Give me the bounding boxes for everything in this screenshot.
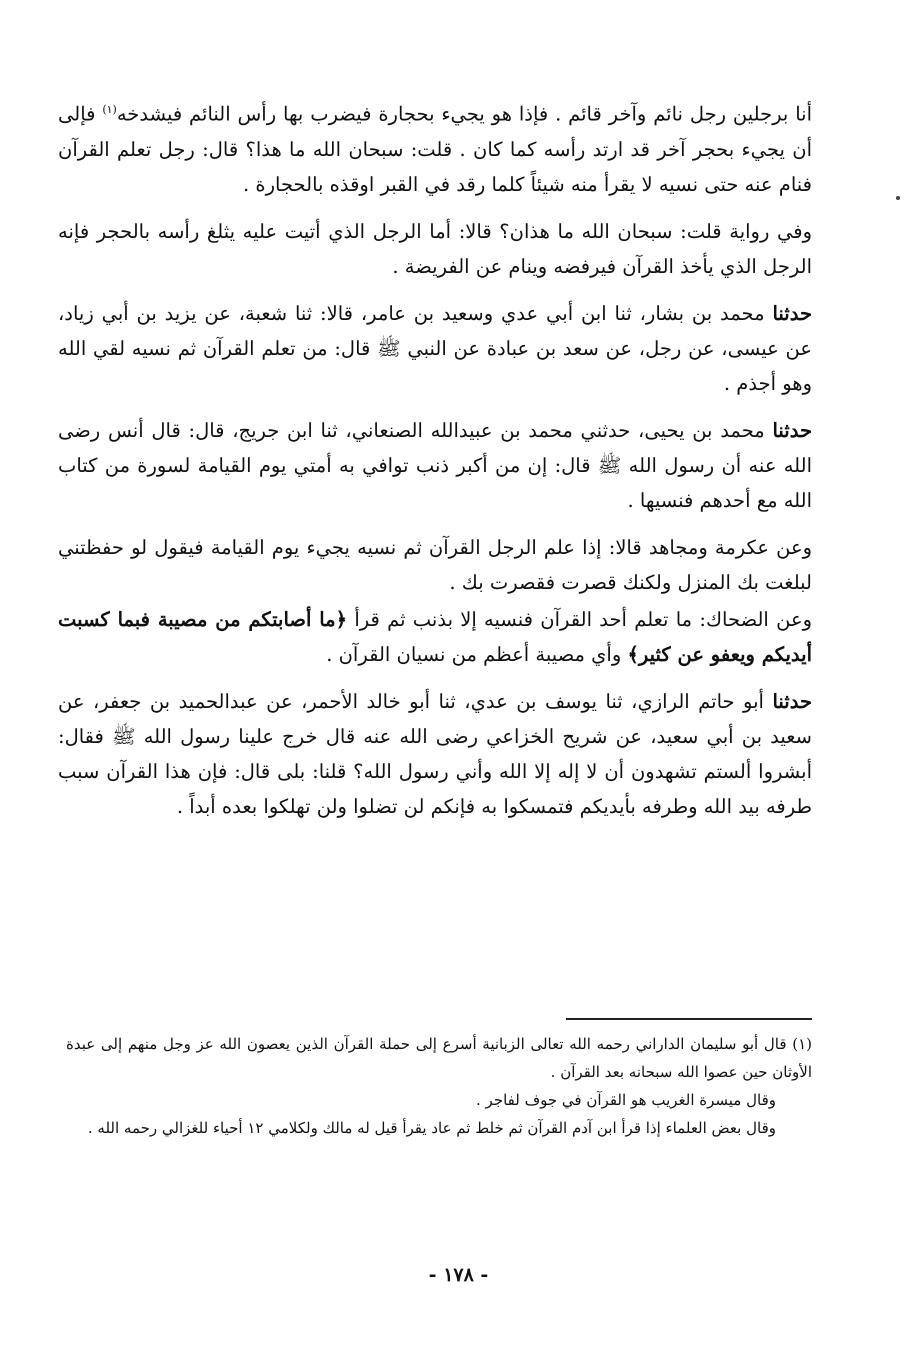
paragraph-text: محمد بن يحيى، حدثني محمد بن عبيدالله الصنعاني، ثنا ابن جريج، قال: قال أنس رضى الله عنه أن رسول الله ﷺ قال: إن من أكبر ذنب توافي به أمتي يوم القيامة لسورة من كتاب الله مع أحدهم فنسيها . (58, 418, 812, 512)
footnote-ref: (١) (102, 103, 117, 116)
paragraph-text: وعن عكرمة ومجاهد قالا: إذا علم الرجل القرآن ثم نسيه يجيء يوم القيامة فيقول لو حفظتني لبلغت بك المنزل ولكنك قصرت فقصرت بك . (58, 535, 812, 594)
quran-verse: ﴿ما أصابتكم من مصيبة فبما كسبت أيديكم ويعفو عن كثير﴾ (58, 607, 812, 666)
paragraph-text-cont: وأي مصيبة أعظم من نسيان القرآن . (326, 642, 628, 666)
paragraph-1 (58, 92, 812, 202)
footnote-2: وقال ميسرة الغريب هو القرآن في جوف لفاجر . (476, 1091, 776, 1109)
footnote-1: (١) قال أبو سليمان الداراني رحمه الله تعالى الزبانية أسرع إلى حملة القرآن الذين يعصون الله عز وجل منهم إلى عبدة الأوثان حين عصوا الله سبحانه بعد القرآن . (66, 1035, 812, 1081)
margin-dot (896, 196, 900, 200)
paragraph-text: أنا برجلين رجل نائم وآخر قائم . فإذا هو يجيء بحجارة فيضرب بها رأس النائم فيشدخه (116, 102, 813, 126)
paragraph-4 (58, 413, 812, 518)
paragraph-3 (58, 296, 812, 401)
paragraph-2 (58, 214, 812, 284)
paragraph-text: أبو حاتم الرازي، ثنا يوسف بن عدي، ثنا أبو خالد الأحمر، عن عبدالحميد بن جعفر، عن سعيد بن أبي سعيد، عن شريح الخزاعي رضى الله عنه قال خرج علينا رسول الله ﷺ فقال: أبشروا ألستم تشهدون أن لا إله إلا الله وأني رسول الله؟ قلنا: بلى قال: فإن هذا القرآن سبب طرفه بيد الله وطرفه بأيديكم فتمسكوا به فإنكم لن تضلوا ولن تهلكوا بعده أبداً . (58, 689, 812, 818)
page-number: - ١٧٨ - (428, 1264, 489, 1286)
footnotes (66, 1018, 812, 1142)
paragraph-7 (58, 684, 812, 824)
main-text (58, 92, 812, 836)
hadith-lead: حدثنا (772, 301, 812, 325)
paragraph-6 (58, 602, 812, 672)
paragraph-5 (58, 530, 812, 600)
paragraph-text-cont: فإلى أن يجيء بحجر آخر قد ارتد رأسه كما كان . قلت: سبحان الله ما هذا؟ قال: رجل تعلم القرآن فنام عنه حتى نسيه لا يقرأ منه شيئاً كلما رقد في القبر اوقذه بالحجارة . (58, 102, 812, 196)
footnote-divider (566, 1018, 812, 1020)
footnote-3: وقال بعض العلماء إذا قرأ ابن آدم القرآن ثم خلط ثم عاد يقرأ قيل له مالك ولكلامي ١٢ أحياء للغزالي رحمه الله . (87, 1119, 776, 1137)
hadith-lead: حدثنا (772, 689, 812, 713)
paragraph-text: محمد بن بشار، ثنا ابن أبي عدي وسعيد بن عامر، قالا: ثنا شعبة، عن يزيد بن أبي زياد، عن عيسى، عن رجل، عن سعد بن عبادة عن النبي ﷺ قال: من تعلم القرآن ثم نسيه لقي الله وهو أجذم . (58, 301, 812, 395)
hadith-lead: حدثنا (772, 418, 812, 442)
paragraph-text: وعن الضحاك: ما تعلم أحد القرآن فنسيه إلا بذنب ثم قرأ (347, 607, 812, 631)
paragraph-text: وفي رواية قلت: سبحان الله ما هذان؟ قالا: أما الرجل الذي أتيت عليه يثلغ رأسه بالحجر فإنه الرجل الذي يأخذ القرآن فيرفضه وينام عن الفريضة . (58, 219, 812, 278)
